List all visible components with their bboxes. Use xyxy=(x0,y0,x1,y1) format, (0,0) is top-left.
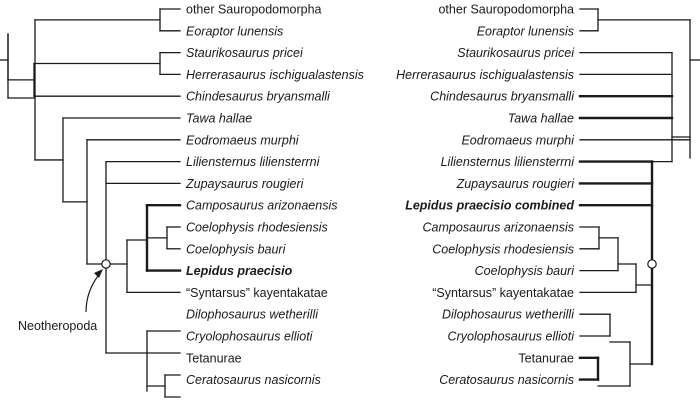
right-taxon-label: Herrerasaurus ischigualastensis xyxy=(396,67,574,82)
neotheropoda-node-marker xyxy=(102,260,110,268)
arrowhead-icon xyxy=(94,269,103,278)
right-taxon-label: Cryolophosaurus ellioti xyxy=(447,329,574,344)
neotheropoda-label: Neotheropoda xyxy=(18,319,98,333)
left-taxon-label: Camposaurus arizonaensis xyxy=(186,198,338,213)
left-taxon-label: other Sauropodomorpha xyxy=(186,2,322,17)
right-taxon-label: Ceratosaurus nasicornis xyxy=(439,373,574,388)
left-taxon-label: Cryolophosaurus ellioti xyxy=(186,329,313,344)
right-taxon-label: Lepidus praecisio combined xyxy=(405,198,574,213)
left-taxon-label: Staurikosaurus pricei xyxy=(186,46,303,61)
right-taxon-label: Dilophosaurus wetherilli xyxy=(441,307,574,322)
right-taxon-label: “Syntarsus” kayentakatae xyxy=(432,285,574,300)
left-taxon-label: Liliensternus liliensterrni xyxy=(186,155,320,170)
left-taxon-label: Ceratosaurus nasicornis xyxy=(186,373,321,388)
right-tree-branches xyxy=(580,9,700,386)
right-taxon-label: Coelophysis rhodesiensis xyxy=(432,242,574,257)
left-tree-labels xyxy=(185,3,364,388)
left-taxon-label: Lepidus praecisio xyxy=(186,264,293,279)
right-taxon-label: Coelophysis bauri xyxy=(474,264,574,279)
left-taxon-label: Zupaysaurus rougieri xyxy=(186,176,304,191)
right-taxon-label: other Sauropodomorpha xyxy=(438,2,574,17)
left-taxon-label: Dilophosaurus wetherilli xyxy=(186,307,319,322)
left-taxon-label: Coelophysis bauri xyxy=(186,242,286,257)
left-taxon-label: Eodromaeus murphi xyxy=(186,133,299,148)
left-taxon-label: Herrerasaurus ischigualastensis xyxy=(186,67,364,82)
right-taxon-label: Tetanurae xyxy=(518,351,574,366)
left-taxon-label: Eoraptor lunensis xyxy=(186,24,284,39)
neotheropoda-annotation xyxy=(18,269,103,333)
left-taxon-label: Chindesaurus bryansmalli xyxy=(186,89,330,104)
right-taxon-label: Zupaysaurus rougieri xyxy=(456,176,574,191)
right-taxon-label: Eodromaeus murphi xyxy=(461,133,574,148)
right-neotheropoda-node-marker xyxy=(648,260,656,268)
right-taxon-label: Liliensternus liliensterrni xyxy=(440,155,574,170)
right-tree-labels xyxy=(396,3,575,388)
left-taxon-label: “Syntarsus” kayentakatae xyxy=(186,285,328,300)
left-tree-branches xyxy=(0,9,180,397)
right-taxon-label: Tawa hallae xyxy=(507,111,574,126)
left-taxon-label: Coelophysis rhodesiensis xyxy=(186,220,328,235)
left-taxon-label: Tetanurae xyxy=(186,351,242,366)
annotation-arrow xyxy=(86,272,101,312)
right-taxon-label: Chindesaurus bryansmalli xyxy=(430,89,574,104)
right-taxon-label: Camposaurus arizonaensis xyxy=(422,220,574,235)
right-taxon-label: Eoraptor lunensis xyxy=(476,24,574,39)
left-taxon-label: Tawa hallae xyxy=(186,111,253,126)
right-taxon-label: Staurikosaurus pricei xyxy=(457,46,574,61)
